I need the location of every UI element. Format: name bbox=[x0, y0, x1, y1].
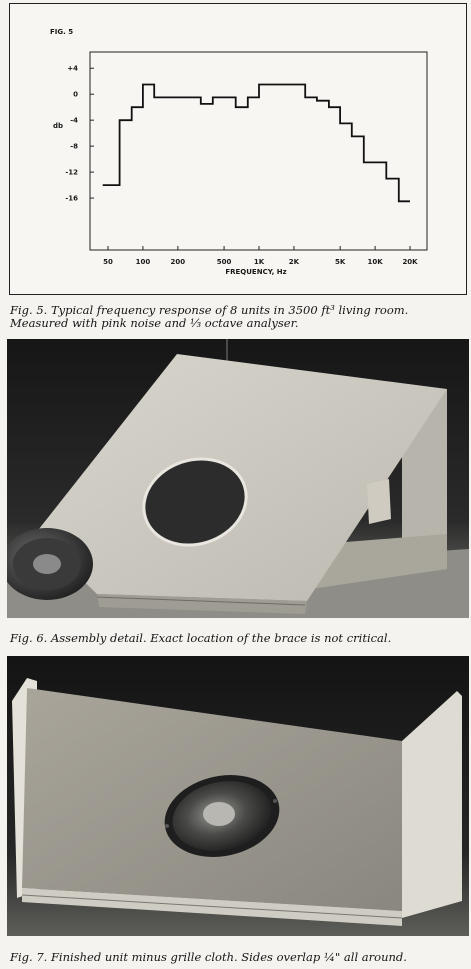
x-axis-ticks bbox=[103, 246, 418, 266]
y-tick-label: -12 bbox=[65, 168, 78, 177]
x-tick-label: 10K bbox=[367, 258, 383, 266]
figure-label: FIG. 5 bbox=[50, 28, 74, 36]
x-tick-label: 200 bbox=[170, 258, 186, 266]
x-tick-label: 2K bbox=[288, 258, 300, 266]
x-tick-label: 20K bbox=[402, 258, 418, 266]
x-tick-label: 500 bbox=[216, 258, 232, 266]
fig5-caption: Fig. 5. Typical frequency response of 8 units in 3500 ft³ living room. Measured with pink noise and ⅓ octave analyser. bbox=[10, 303, 409, 330]
y-tick-label: -16 bbox=[65, 194, 78, 203]
fig6-caption: Fig. 6. Assembly detail. Exact location of the brace is not critical. bbox=[10, 631, 392, 645]
plot-frame bbox=[90, 52, 427, 250]
response-curve bbox=[103, 85, 410, 202]
x-tick-label: 50 bbox=[103, 258, 113, 266]
fig7-photo bbox=[7, 656, 469, 936]
y-tick-label: +4 bbox=[67, 64, 78, 73]
y-tick-label: -8 bbox=[70, 142, 78, 151]
x-tick-label: 100 bbox=[135, 258, 151, 266]
x-tick-label: 1K bbox=[253, 258, 265, 266]
y-tick-label: -4 bbox=[70, 116, 78, 125]
x-axis-label: FREQUENCY, Hz bbox=[225, 268, 287, 276]
fig7-caption: Fig. 7. Finished unit minus grille cloth. Sides overlap ¼" all around. bbox=[10, 950, 407, 964]
y-axis-label: db bbox=[52, 122, 64, 130]
fig6-photo bbox=[7, 339, 469, 618]
fig5-chart-frame bbox=[9, 3, 467, 295]
frequency-response-chart bbox=[10, 4, 468, 296]
y-tick-label: 0 bbox=[73, 90, 78, 99]
x-tick-label: 5K bbox=[334, 258, 346, 266]
